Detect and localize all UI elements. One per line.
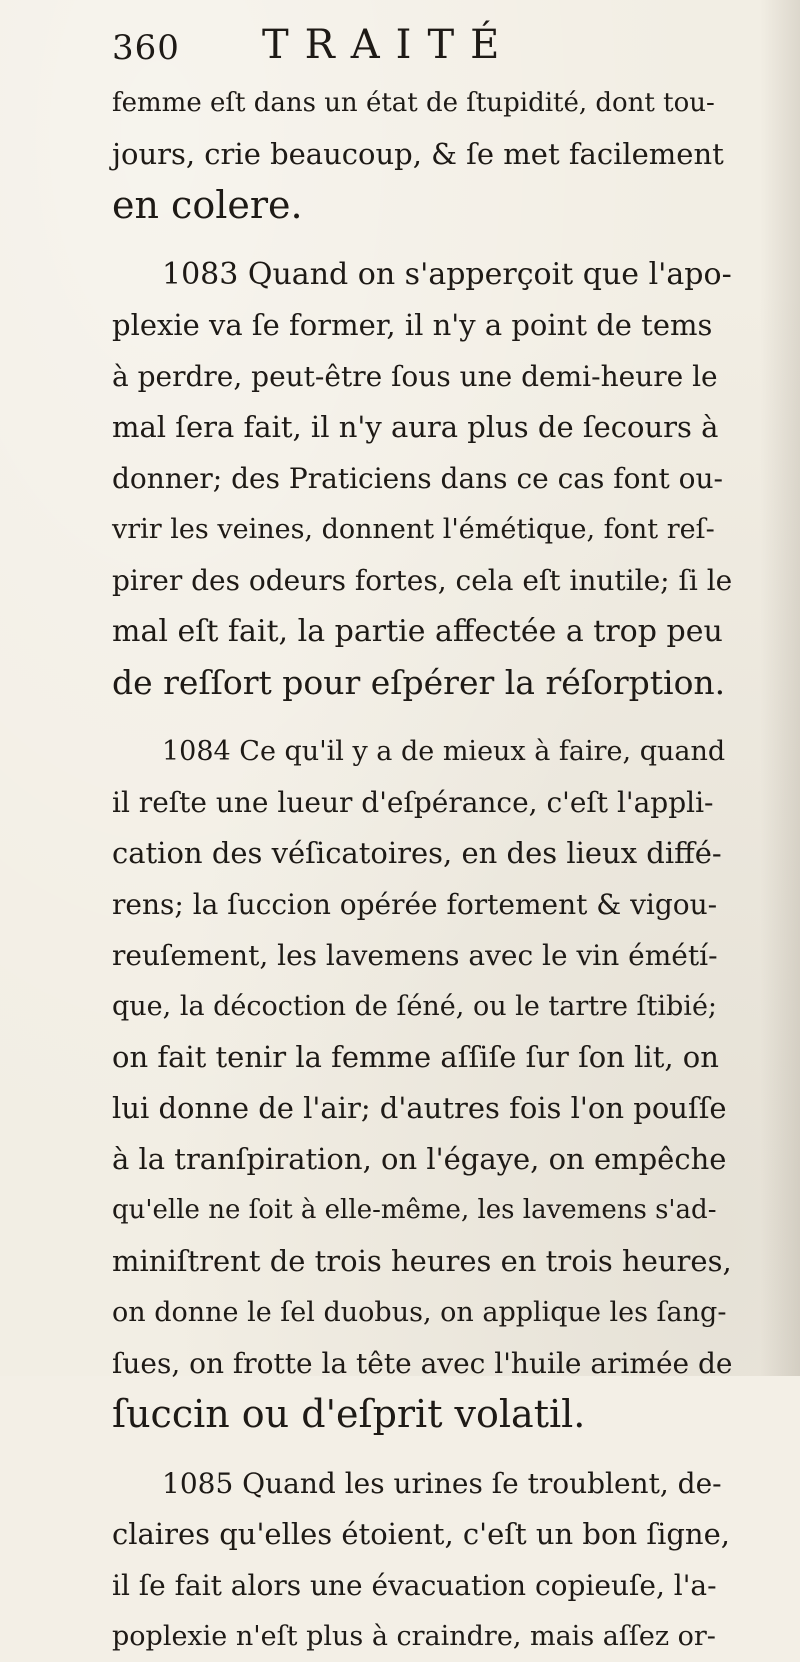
- text-line: que, la décoction de ſéné, ou le tartre ſtibié;: [112, 991, 718, 1022]
- paragraph-number: 1083: [162, 257, 239, 292]
- text-line: donner; des Praticiens dans ce cas font ou-: [112, 462, 724, 495]
- text-line: rens; la ſuccion opérée fortement & vigou-: [112, 888, 718, 921]
- page-edge-shadow: [760, 0, 800, 1376]
- paragraph-1083: [112, 249, 732, 708]
- text-line: ſues, on frotte la tête avec l'huile arimée de: [112, 1347, 733, 1380]
- text-line: à perdre, peut-être ſous une demi-heure le: [112, 360, 718, 393]
- text-span: Quand on s'apperçoit que l'apo-: [238, 257, 732, 292]
- paragraph-1085: [112, 1458, 732, 1662]
- text-line: on fait tenir la femme aſſiſe ſur ſon lit, on: [112, 1040, 719, 1074]
- text-line: [112, 1458, 732, 1509]
- text-line: reuſement, les lavemens avec le vin émétí-: [112, 939, 718, 972]
- text-line: mal ſera fait, il n'y aura plus de ſecours à: [112, 410, 719, 444]
- text-line: plexie va ſe former, il n'y a point de tems: [112, 308, 713, 342]
- text-line: [112, 249, 732, 300]
- paragraph-1084: [112, 726, 732, 1440]
- text-line: femme eſt dans un état de ſtupidité, dont tou-: [112, 88, 715, 118]
- text-line: jours, crie beaucoup, & ſe met facilement: [112, 137, 724, 171]
- text-line: vrir les veines, donnent l'émétique, font reſ-: [112, 514, 715, 545]
- text-line: qu'elle ne ſoit à elle-même, les lavemens s'ad-: [112, 1195, 717, 1225]
- running-title: TRAITÉ: [262, 22, 516, 68]
- page-header: [112, 16, 712, 72]
- text-line: claires qu'elles étoient, c'eſt un bon ſigne,: [112, 1517, 730, 1551]
- text-line: on donne le ſel duobus, on applique les ſang-: [112, 1297, 727, 1328]
- paragraph-continuation: [112, 78, 732, 231]
- text-line: [112, 726, 732, 777]
- paragraph-number: 1085: [162, 1467, 234, 1500]
- page-number: 360: [112, 28, 180, 68]
- body-text: [112, 78, 732, 1662]
- text-line: à la tranſpiration, on l'égaye, on empêche: [112, 1142, 727, 1176]
- text-line: mal eſt fait, la partie affectée a trop peu: [112, 614, 723, 649]
- text-line: ſuccin ou d'eſprit volatil.: [112, 1392, 586, 1436]
- text-span: Quand les urines ſe troublent, de-: [233, 1467, 722, 1500]
- paragraph-number: 1084: [162, 736, 231, 767]
- text-line: lui donne de l'air; d'autres fois l'on pouſſe: [112, 1091, 727, 1125]
- text-line: poplexie n'eſt plus à craindre, mais aſſez or-: [112, 1621, 716, 1652]
- text-line: il reſte une lueur d'eſpérance, c'eſt l'appli-: [112, 786, 714, 819]
- text-line: cation des véſicatoires, en des lieux diffé-: [112, 836, 722, 870]
- text-line: miniſtrent de trois heures en trois heures,: [112, 1244, 732, 1278]
- text-line: en colere.: [112, 183, 303, 227]
- text-line: pirer des odeurs fortes, cela eſt inutile; ſi le: [112, 564, 733, 597]
- text-span: Ce qu'il y a de mieux à faire, quand: [230, 736, 726, 767]
- text-line: de reſſort pour eſpérer la réſorption.: [112, 663, 726, 702]
- text-line: il ſe fait alors une évacuation copieuſe, l'a-: [112, 1569, 717, 1602]
